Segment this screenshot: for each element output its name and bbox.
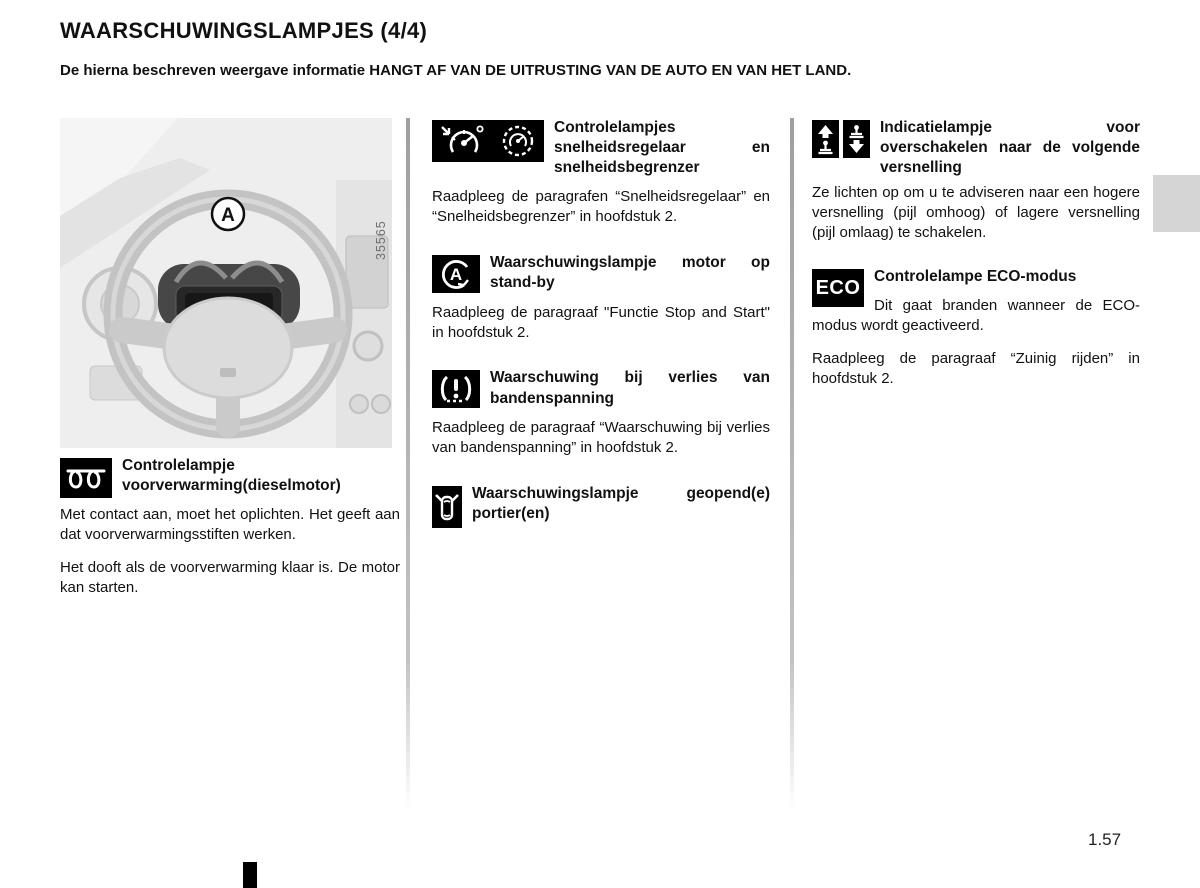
glow-plug-icon xyxy=(60,458,112,498)
glow-plug-heading: Controlelampje voorverwarming(dieselmotor) xyxy=(122,457,341,495)
stop-start-heading: Waarschuwingslampje motor op stand-by xyxy=(490,254,770,292)
steering-wheel-photo xyxy=(60,118,392,448)
section-tyre-pressure xyxy=(432,368,770,457)
glow-plug-paragraph-2: Het dooft als de voorverwarming klaar is. De motor kan starten. xyxy=(60,559,400,597)
stop-start-letter: A xyxy=(449,265,463,285)
tyre-pressure-paragraph: Raadpleeg de paragraaf “Waarschuwing bij verlies van bandenspanning” in hoofdstuk 2. xyxy=(432,418,770,456)
airbag-cover xyxy=(164,298,292,398)
section-eco-mode xyxy=(812,267,1140,389)
section-cruise-control xyxy=(432,118,770,227)
column-divider-left xyxy=(406,118,410,810)
stop-start-paragraph: Raadpleeg de paragraaf "Functie Stop and Start" in hoofdstuk 2. xyxy=(432,303,770,341)
cruise-control-heading: Controlelampjes snelheidsregelaar en snelheidsbegrenzer xyxy=(554,119,770,177)
column-left xyxy=(60,118,400,618)
callout-a-label: A xyxy=(221,205,235,226)
cruise-control-speed-limiter-icon xyxy=(432,120,544,162)
gear-shift-paragraph: Ze lichten op om u te adviseren naar een hogere versnelling (pijl omhoog) of lagere versnelling (pijl omlaag) te schakelen. xyxy=(812,184,1140,242)
section-glow-plug xyxy=(60,456,400,598)
glow-plug-paragraph-1: Met contact aan, moet het oplichten. Het geeft aan dat voorverwarmingsstiften werken. xyxy=(60,506,400,544)
shift-down-icon xyxy=(843,120,870,158)
page-title: WAARSCHUWINGSLAMPJES (4/4) xyxy=(60,18,428,43)
gear-shift-icons xyxy=(812,120,870,158)
figure-ref-number: 35565 xyxy=(374,220,388,260)
tyre-pressure-warning-icon xyxy=(432,370,480,408)
gear-shift-heading: Indicatielampje voor overschakelen naar de volgende versnelling xyxy=(880,119,1140,177)
door-open-heading: Waarschuwingslampje geopend(e) portier(en) xyxy=(472,484,770,522)
binding-mark xyxy=(243,862,257,888)
tyre-pressure-heading: Waarschuwing bij verlies van bandenspanning xyxy=(490,369,770,407)
door-open-warning-icon xyxy=(432,486,462,528)
engine-standby-icon xyxy=(432,255,480,293)
column-divider-right xyxy=(790,118,794,810)
eco-mode-paragraph-2: Raadpleeg de paragraaf “Zuinig rijden” in hoofdstuk 2. xyxy=(812,350,1140,388)
page-edge-tab xyxy=(1153,175,1200,232)
eco-mode-paragraph-1: Dit gaat branden wanneer de ECO-modus wordt geactiveerd. xyxy=(812,297,1140,335)
column-middle xyxy=(432,118,770,544)
section-door-open xyxy=(432,484,770,524)
column-right xyxy=(812,118,1140,409)
section-stop-start xyxy=(432,253,770,342)
cruise-control-paragraph: Raadpleeg de paragrafen “Snelheidsregelaar” en “Snelheidsbegrenzer” in hoofdstuk 2. xyxy=(432,188,770,226)
shift-up-icon xyxy=(812,120,839,158)
page-number: 1.57 xyxy=(1088,830,1122,849)
eco-mode-heading: Controlelampe ECO-modus xyxy=(874,268,1077,286)
eco-mode-icon: ECO xyxy=(812,269,864,307)
page-subtitle: De hierna beschreven weergave informatie HANGT AF VAN DE UITRUSTING VAN DE AUTO EN VAN HET LAND. xyxy=(60,62,852,79)
section-gear-shift xyxy=(812,118,1140,243)
